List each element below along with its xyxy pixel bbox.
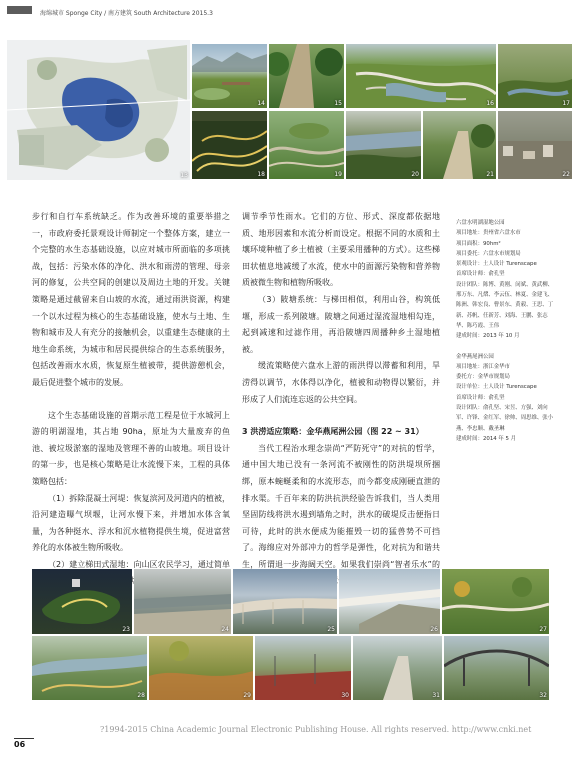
figure-20-photo: [346, 111, 421, 179]
figure-number: 18: [257, 171, 265, 178]
figure-number: 23: [122, 626, 130, 633]
figure-28-photo: [32, 636, 147, 700]
wetland-photo: [346, 111, 421, 179]
running-header: [0, 0, 579, 22]
paragraph: （2）建立梯田式湿地：向山区农民学习，通过简单: [48, 559, 230, 569]
figure-number: 26: [430, 626, 438, 633]
project-info-block: [456, 218, 556, 444]
figure-number: 15: [334, 100, 342, 107]
park-photo: [233, 569, 337, 634]
paragraph: （1）拆除混凝土河堤：恢复滨河及河道内的植被，沿河建造曝气坝堰，让河水慢下来，并增加水体含氧量，为各种挺水、浮水和沉水植物提供生境，促进富营养化的水体被生物所吸收。: [32, 493, 230, 553]
figure-number: 25: [327, 626, 335, 633]
figure-23-photo: [32, 569, 132, 634]
info-line: 金华燕尾洲公园: [456, 353, 494, 360]
paragraph: 当代工程治水理念崇尚“严防死守”的对抗的哲学，通中国大地已没有一条河流不被刚性的防洪堤坝所捆绑，原本蜿蜒柔和的水流形态，而今都变成刚硬直泄的排水渠。千百年来的防洪抗洪经验告诉我们，当人类用坚固防线将洪水遏到墙角之时，洪水的破堤反击便指日可待，此时的洪水便成为能摧毁一切的猛兽势不可挡了。海绵应对外部冲力的哲学是弹性，化对抗为和谐共生，所谓退一步海阔天空。如果我们崇尚“智者乐水”的 ，水的最高智慧便是以柔克刚。: [242, 443, 440, 586]
figure-number: 17: [562, 100, 570, 107]
figure-19-photo: [269, 111, 344, 179]
figure-17-photo: [498, 44, 572, 108]
figure-22-photo: [498, 111, 572, 179]
info-line: 项目地址：浙江金华市: [456, 363, 510, 370]
section-heading: 3 洪涝适应策略：金华燕尾洲公园（图 22 ~ 31）: [242, 427, 424, 437]
figure-number: 27: [539, 626, 547, 633]
figure-31-photo: [353, 636, 442, 700]
figure-30-photo: [255, 636, 351, 700]
figure-number: 21: [486, 171, 494, 178]
figure-18-photo: [192, 111, 267, 179]
figure-number: 29: [243, 692, 251, 699]
wetland-photo: [498, 111, 572, 179]
info-line: 六盘水明湖湿地公园: [456, 220, 505, 226]
figure-15-photo: [269, 44, 344, 108]
copyright-line: ?1994-2015 China Academic Journal Electronic Publishing House. All rights reserved. http://www.cnki.net: [100, 725, 532, 734]
figure-21-photo: [423, 111, 496, 179]
wetland-photo: [269, 111, 344, 179]
figure-13-site-plan: [7, 40, 190, 180]
figure-number: 14: [257, 100, 265, 107]
info-line: 景观设计：土人设计 Turenscape: [456, 261, 537, 268]
info-line: 建成时间：2014 年 5 月: [456, 435, 517, 442]
figure-number: 16: [486, 100, 494, 107]
info-line: 首席设计师：俞孔坚: [456, 394, 505, 401]
park-photo: [255, 636, 351, 700]
figure-29-photo: [149, 636, 253, 700]
figure-24-photo: [134, 569, 231, 634]
header-bar-decoration: [7, 6, 32, 14]
page-number: 06: [14, 740, 26, 749]
wetland-photo: [192, 44, 267, 108]
figure-16-photo: [346, 44, 496, 108]
park-photo: [32, 636, 147, 700]
info-spacer: [456, 342, 556, 352]
figure-number: 30: [341, 692, 349, 699]
info-line: 项目地址：贵州省六盘水市: [456, 230, 521, 237]
wetland-photo: [192, 111, 267, 179]
figure-number: 22: [562, 171, 570, 178]
figure-number: 19: [334, 171, 342, 178]
park-photo: [134, 569, 231, 634]
paragraph: 调节季节性雨水。它们的方位、形式、深度都依据地质、地形因素和水流分析而设定。根据不同的水质和土壤环境种植了乡土植被（主要采用播种的方式）。这些梯田状植息地减缓了水流，使水中的面源污染物和营养物质被微生物和植物所吸收。: [242, 212, 440, 288]
figure-14-photo: [192, 44, 267, 108]
info-line: 首席设计师：俞孔坚: [456, 271, 505, 278]
figure-26-photo: [339, 569, 440, 634]
figure-number: 31: [432, 692, 440, 699]
paragraph: 缓流策略使六盘水上游的雨洪得以滞蓄和利用，旱涝得以调节，水体得以净化，植被和动物得以繁衍，并形成了人们流连忘返的公共空间。: [242, 361, 440, 404]
info-line: 设计单位：土人设计 Turenscape: [456, 384, 537, 391]
paragraph: 这个生态基础设施的首期示范工程是位于水城河上游的明湖湿地，其占地 90ha，原址为大量废弃的鱼池、被垃圾淤塞的湿地及管理不善的山坡地。项目设计的第一步，也是核心策略是让水流慢下来，工程的具体策略包括：: [32, 410, 230, 486]
info-line: 设计团队：陈博、黄刚、闵斌、黄武柳、邢万东、凡熠、李云伍、林夏、金建飞、陈洲、韩宏良、曹景东、黄毅、王思、丁新、苏帆、任新芳、刘海、王鹏、张志华、陈巧霞、王伟: [456, 281, 554, 329]
body-column-1: [32, 209, 230, 607]
info-line: 设计团队：俞孔坚、宋昱、方强、刘向军、许锋、金红军、徐帅、周思维、张小燕、李忠顺、戴圣琳: [456, 405, 554, 432]
info-line: 项目委托：六盘水市规划局: [456, 250, 521, 257]
park-photo: [339, 569, 440, 634]
figure-25-photo: [233, 569, 337, 634]
wetland-photo: [423, 111, 496, 179]
figure-number: 32: [539, 692, 547, 699]
figure-27-photo: [442, 569, 549, 634]
paragraph: （3）陂塘系统：与梯田相似，利用山谷，构筑低堰，形成一系列陂塘。陂塘之间通过湿流湿地相勾连，起到减速和过滤作用，再沿陂塘四周播种乡土湿地植被。: [242, 294, 440, 354]
figure-number: 13: [180, 172, 188, 179]
footer-rule: [14, 738, 34, 739]
body-column-2: [242, 209, 440, 590]
site-plan-image: [7, 40, 190, 180]
info-line: 建成时间：2013 年 10 月: [456, 333, 520, 340]
info-line: 项目面积：90hm²: [456, 240, 501, 247]
figure-32-photo: [444, 636, 549, 700]
info-line: 委托方：金华市规划局: [456, 374, 510, 381]
running-title: 海绵城市 Sponge City / 南方建筑 South Architecture 2015.3: [40, 10, 213, 17]
wetland-photo: [498, 44, 572, 108]
park-photo: [444, 636, 549, 700]
wetland-photo: [346, 44, 496, 108]
figure-number: 28: [137, 692, 145, 699]
figure-number: 24: [221, 626, 229, 633]
figure-number: 20: [411, 171, 419, 178]
park-photo: [32, 569, 132, 634]
park-photo: [353, 636, 442, 700]
park-photo: [149, 636, 253, 700]
paragraph: 步行和自行车系统缺乏。作为改善环境的重要举措之一，市政府委托景观设计师制定一个整体方案，建立一个完整的水生态基础设施，以应对城市所面临的多项挑战，包括：污染水体的净化、洪水和雨涝的管理、母亲河的修复，公共空间的创建以及周边土地的开发。关键策略是通过截留来自山坡的水流，通过雨洪资源，构建一个以水过程为核心的生态基础设施，使水与土地、生物和城市及人有充分的接触机会，以重建生态健康的土地生命系统，为城市和居民提供综合的生态系统服务，包括改善雨水水质，恢复原生植被带，提供游憩机会，最后促进整个城市的发展。: [32, 212, 230, 387]
wetland-photo: [269, 44, 344, 108]
park-photo: [442, 569, 549, 634]
